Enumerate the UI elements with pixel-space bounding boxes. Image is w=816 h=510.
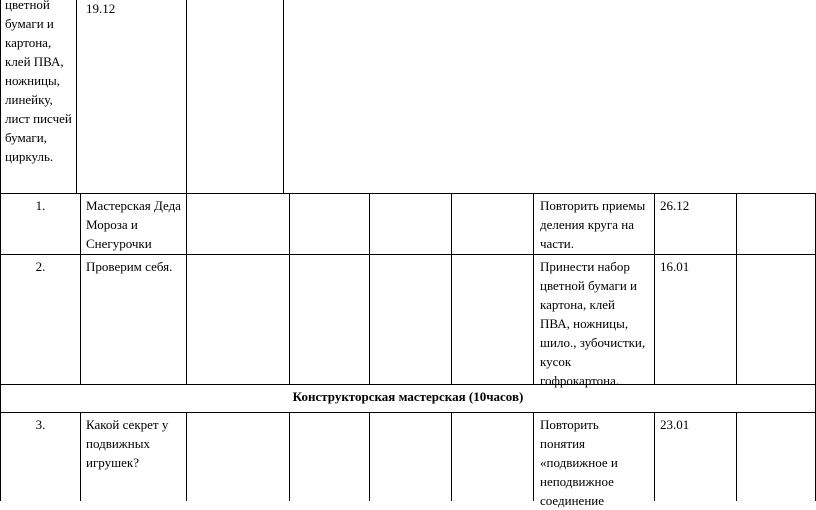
lesson-date: 16.01 [660, 259, 690, 274]
table-border [0, 412, 816, 413]
table-border [289, 193, 290, 384]
row-number: 1. [35, 198, 46, 213]
table-border [0, 254, 816, 255]
table-border [80, 412, 81, 501]
table-border [0, 193, 816, 194]
homework-cell: Повторить приемы деления круга на части. [540, 198, 646, 251]
table-border [451, 412, 452, 501]
row-number: 2. [35, 259, 46, 274]
row-number: 3. [35, 417, 46, 432]
table-border [451, 193, 452, 384]
table-border [654, 412, 655, 501]
table-border [0, 0, 1, 193]
materials-cell: цветной бумаги и картона, клей ПВА, ножницы, линейку, лист писчей бумаги, циркуль. [5, 0, 72, 164]
lesson-topic: Какой секрет у подвижных игрушек? [86, 417, 169, 470]
table-border [289, 412, 290, 501]
lesson-date: 23.01 [660, 417, 690, 432]
table-border [76, 0, 77, 193]
homework-cell: Принести набор цветной бумаги и картона, клей ПВА, ножницы, шило., зубочистки, кусок гофрокартона. [540, 259, 646, 388]
date-cell: 19.12 [86, 1, 116, 16]
table-border [283, 0, 284, 193]
lesson-date: 26.12 [660, 198, 690, 213]
table-border [533, 412, 534, 501]
table-border [186, 193, 187, 384]
table-border [654, 193, 655, 384]
table-border [533, 193, 534, 384]
table-border [736, 412, 737, 501]
lesson-topic: Проверим себя. [86, 259, 173, 274]
homework-cell: Повторить понятия «подвижное и неподвижное соединение [540, 417, 618, 508]
section-title: Конструкторская мастерская (10часов) [292, 389, 524, 404]
table-border [369, 193, 370, 384]
lesson-topic: Мастерская Деда Мороза и Снегурочки [86, 198, 181, 251]
table-border [0, 384, 816, 385]
table-border [736, 193, 737, 384]
table-border [0, 193, 1, 384]
table-border [369, 412, 370, 501]
table-border [186, 412, 187, 501]
table-border [80, 193, 81, 384]
table-border [186, 0, 187, 193]
